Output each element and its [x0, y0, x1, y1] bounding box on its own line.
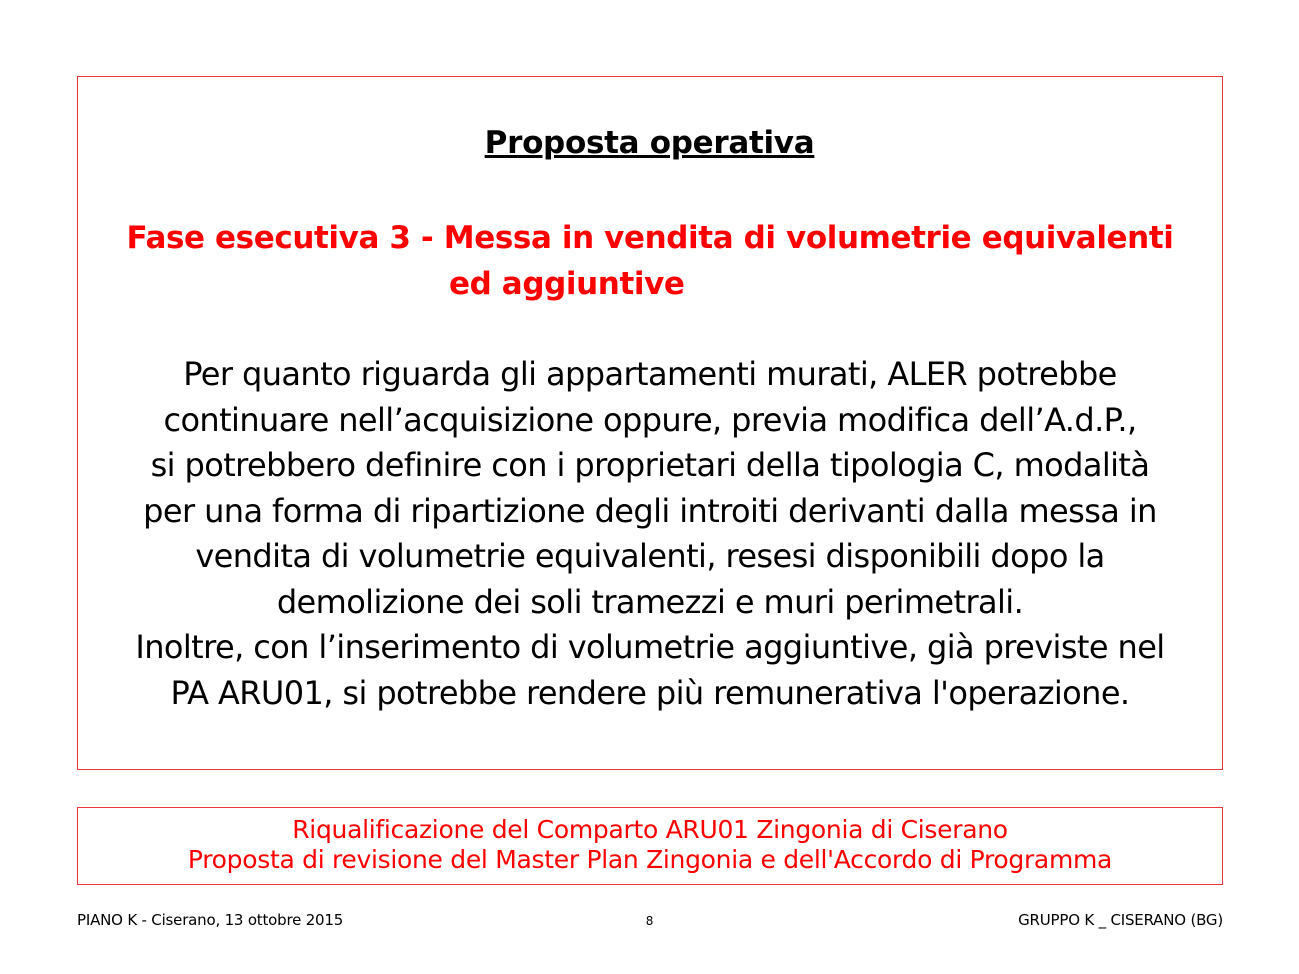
body-line: continuare nell’acquisizione oppure, previa modifica dell’A.d.P.,	[163, 400, 1137, 439]
body-line: PA ARU01, si potrebbe rendere più remunerativa l'operazione.	[170, 673, 1130, 712]
footer-left-text: PIANO K - Ciserano, 13 ottobre 2015	[77, 911, 344, 929]
phase-title	[77, 215, 1223, 307]
project-title-box	[77, 807, 1223, 885]
footer-right-text: GRUPPO K _ CISERANO (BG)	[1018, 911, 1223, 929]
body-line: Inoltre, con l’inserimento di volumetrie aggiuntive, già previste nel	[135, 628, 1165, 666]
body-line: Per quanto riguarda gli appartamenti murati, ALER potrebbe	[183, 355, 1117, 393]
phase-title-line: ed aggiuntive	[449, 266, 685, 302]
slide-heading: Proposta operativa	[484, 125, 815, 161]
page-number: 8	[645, 914, 654, 928]
body-line: demolizione dei soli tramezzi e muri perimetrali.	[276, 582, 1024, 621]
project-title-line: Riqualificazione del Comparto ARU01 Zingonia di Ciserano	[292, 815, 1008, 844]
body-line: vendita di volumetrie equivalenti, resesi disponibili dopo la	[195, 537, 1105, 575]
body-line: si potrebbero definire con i proprietari della tipologia C, modalità	[150, 446, 1150, 484]
slide-body-text	[77, 352, 1223, 716]
project-subtitle-line: Proposta di revisione del Master Plan Zingonia e dell'Accordo di Programma	[187, 845, 1113, 874]
phase-title-line: Fase esecutiva 3 - Messa in vendita di volumetrie equivalenti	[126, 220, 1174, 256]
body-line: per una forma di ripartizione degli introiti derivanti dalla messa in	[143, 491, 1157, 530]
